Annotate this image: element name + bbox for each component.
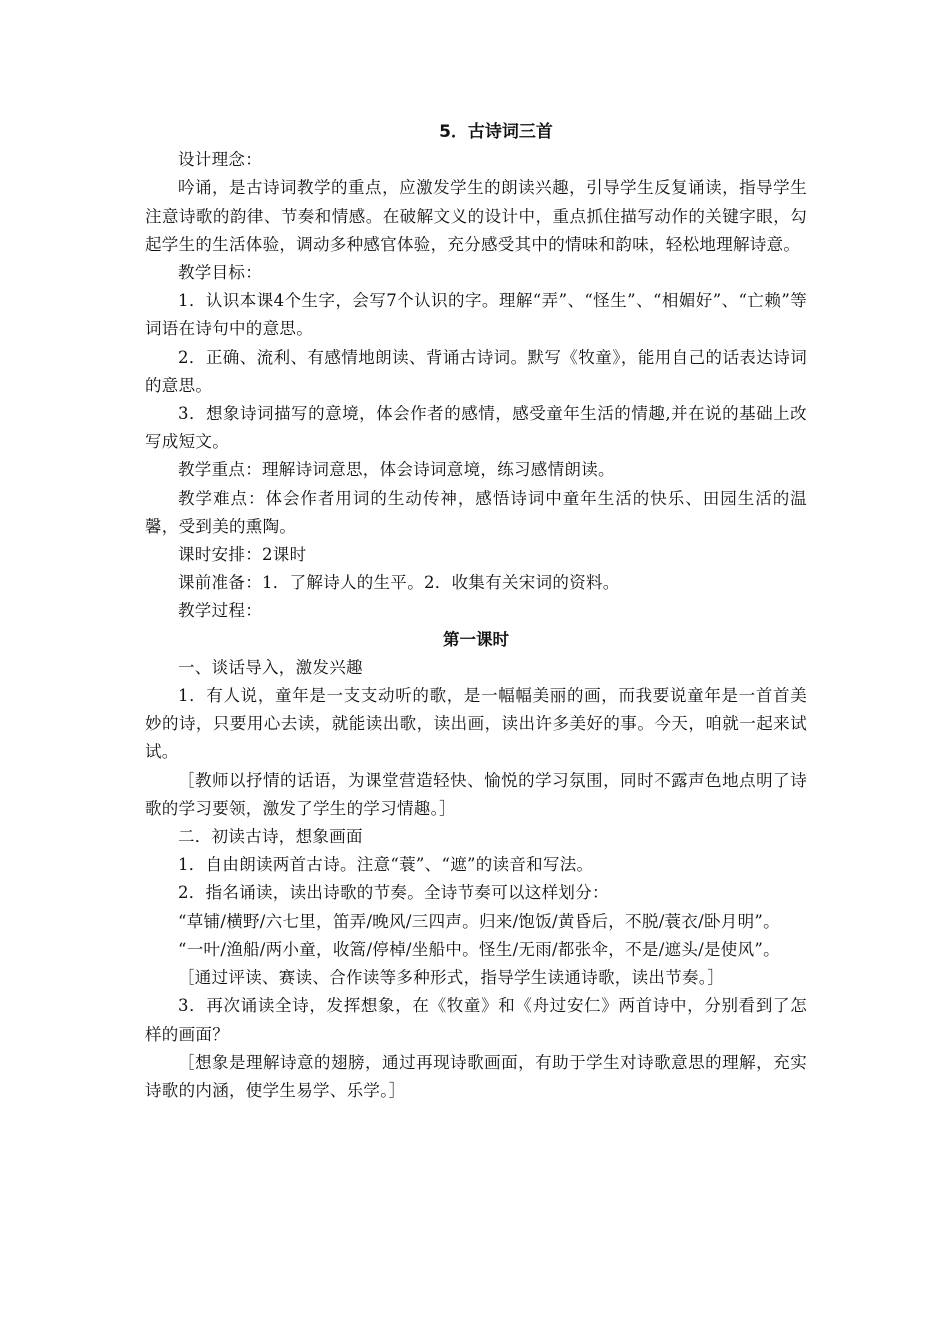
step-1-item-1: 1．有人说，童年是一支支动听的歌，是一幅幅美丽的画，而我要说童年是一首首美妙的诗，只要用心去读，就能读出歌，读出画，读出许多美好的事。今天，咱就一起来试试。 xyxy=(145,686,807,762)
step-2-item-1: 1．自由朗读两首古诗。注意“蓑”、“遮”的读音和写法。 xyxy=(178,855,594,875)
step-2-item-2: 2．指名诵读，读出诗歌的节奏。全诗节奏可以这样划分： xyxy=(178,883,609,903)
step-2-heading: 二．初读古诗，想象画面 xyxy=(178,827,363,847)
step-1-note: ［教师以抒情的话语，为课堂营造轻快、愉悦的学习氛围，同时不露声色地点明了诗歌的学习要领，激发了学生的学习情趣。］ xyxy=(145,770,807,818)
step-1-heading: 一、谈话导入，激发兴趣 xyxy=(178,657,363,677)
teaching-focus: 教学重点：理解诗词意思，体会诗词意境，练习感情朗读。 xyxy=(178,460,615,480)
class-schedule: 课时安排：2课时 xyxy=(178,545,307,565)
goal-item-2: 2．正确、流利、有感情地朗读、背诵古诗词。默写《牧童》，能用自己的话表达诗词的意思。 xyxy=(145,347,807,395)
document-page xyxy=(145,118,807,1105)
goal-item-3: 3．想象诗词描写的意境，体会作者的感情，感受童年生活的情趣,并在说的基础上改写成短文。 xyxy=(145,404,807,452)
step-2-item-3: 3．再次诵读全诗，发挥想象，在《牧童》和《舟过安仁》两首诗中，分别看到了怎样的画面？ xyxy=(145,996,807,1044)
step-2-note-2: ［想象是理解诗意的翅膀，通过再现诗歌画面，有助于学生对诗歌意思的理解，充实诗歌的内涵，使学生易学、乐学。］ xyxy=(145,1052,807,1100)
poem-rhythm-2: “一叶/渔船/两小童，收篙/停棹/坐船中。怪生/无雨/都张伞，不是/遮头/是使风”。 xyxy=(178,939,780,959)
page-title: 5．古诗词三首 xyxy=(439,122,553,142)
design-concept-heading: 设计理念： xyxy=(178,150,262,170)
section-heading-lesson-1: 第一课时 xyxy=(443,629,509,649)
teaching-difficulty: 教学难点：体会作者用词的生动传神，感悟诗词中童年生活的快乐、田园生活的温馨，受到美的熏陶。 xyxy=(145,488,807,536)
poem-rhythm-1: “草铺/横野/六七里，笛弄/晚风/三四声。归来/饱饭/黄昏后，不脱/蓑衣/卧月明”。 xyxy=(178,911,780,931)
step-2-note-1: ［通过评读、赛读、合作读等多种形式，指导学生读通诗歌，读出节奏。］ xyxy=(178,968,725,988)
teaching-process-heading: 教学过程： xyxy=(178,601,262,621)
preparation: 课前准备：1．了解诗人的生平。2．收集有关宋词的资料。 xyxy=(178,573,620,593)
design-concept-text: 吟诵，是古诗词教学的重点，应激发学生的朗读兴趣，引导学生反复诵读，指导学生注意诗歌的韵律、节奏和情感。在破解文义的设计中，重点抓住描写动作的关键字眼，勾起学生的生活体验，调动多种感官体验，充分感受其中的情味和韵味，轻松地理解诗意。 xyxy=(145,178,807,254)
goal-item-1: 1．认识本课4个生字，会写7个认识的字。理解“弄”、“怪生”、“相媚好”、“亡赖”等词语在诗句中的意思。 xyxy=(145,291,807,339)
teaching-goals-heading: 教学目标： xyxy=(178,263,262,283)
